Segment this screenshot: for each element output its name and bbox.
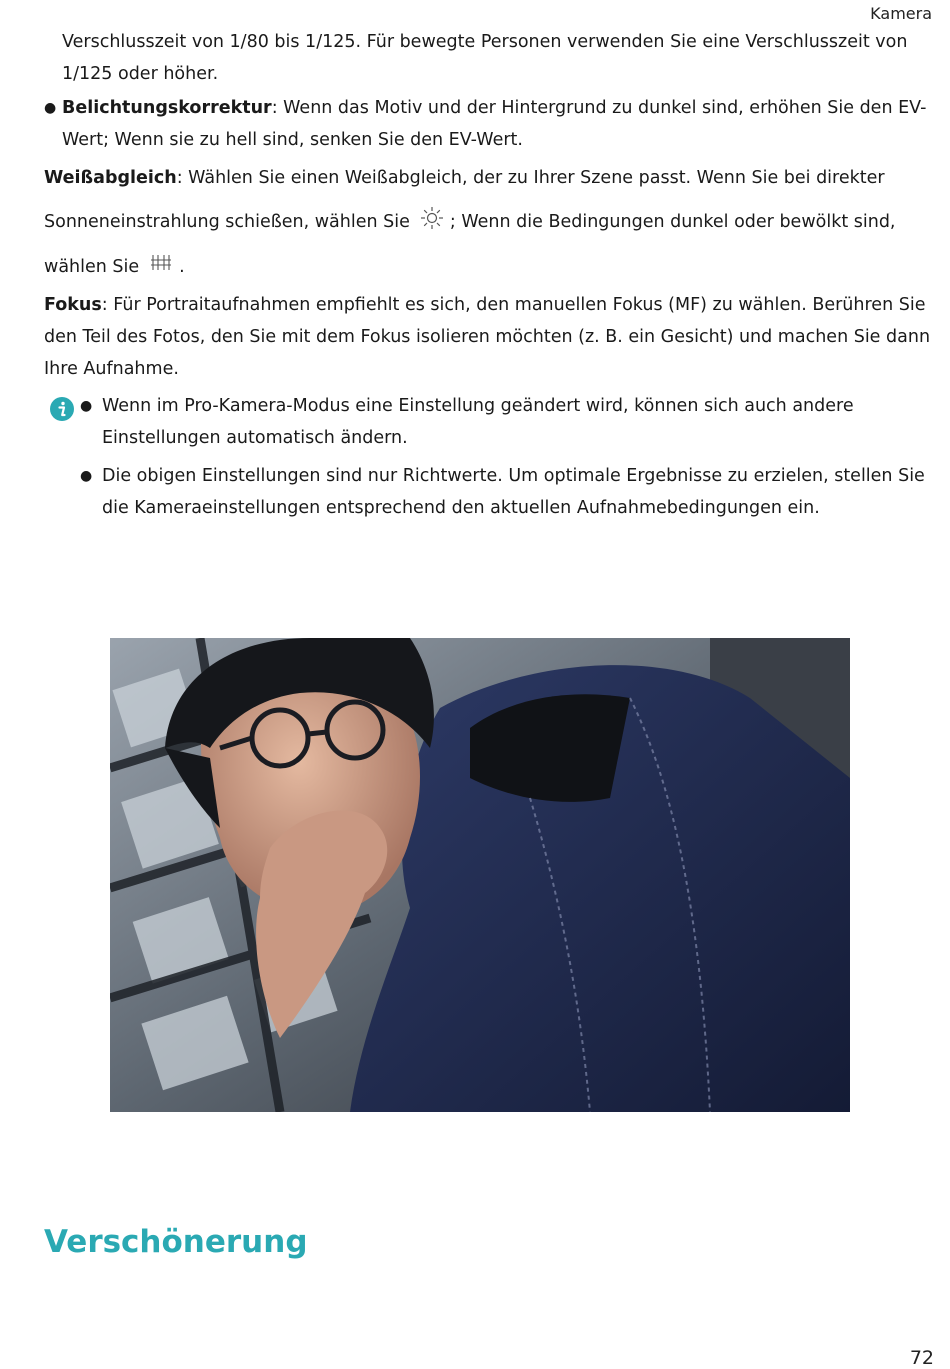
whitebalance-text-2a: Sonneneinstrahlung schießen, wählen Sie: [44, 212, 410, 232]
focus-text-1: : Für Portraitaufnahmen empfiehlt es sich, den manuellen Fokus (MF) zu wählen. Berühren Sie: [101, 295, 926, 315]
note-2-line-2: die Kameraeinstellungen entsprechend den aktuellen Aufnahmebedingungen ein.: [102, 498, 820, 518]
header-section-title: Kamera: [870, 4, 932, 23]
note-1-line-2: Einstellungen automatisch ändern.: [102, 428, 408, 448]
section-title: Verschönerung: [44, 1224, 308, 1260]
note-bullet-icon: ●: [80, 398, 93, 414]
shutter-line-1: Verschlusszeit von 1/80 bis 1/125. Für bewegte Personen verwenden Sie eine Verschlusszeit von: [62, 32, 908, 52]
whitebalance-text-1: : Wählen Sie einen Weißabgleich, der zu Ihrer Szene passt. Wenn Sie bei direkter: [176, 168, 885, 188]
exposure-line-2: Wert; Wenn sie zu hell sind, senken Sie den EV-Wert.: [62, 130, 523, 150]
whitebalance-text-3a: wählen Sie: [44, 257, 140, 277]
whitebalance-text-3b: .: [179, 257, 185, 277]
focus-line-1: [44, 289, 925, 321]
exposure-text-1: : Wenn das Motiv und der Hintergrund zu dunkel sind, erhöhen Sie den EV-: [271, 98, 927, 118]
whitebalance-line-1: [44, 162, 885, 194]
page-number: 72: [909, 1347, 934, 1369]
info-icon: [49, 396, 75, 426]
whitebalance-line-2: [44, 206, 896, 241]
whitebalance-line-3: [44, 251, 185, 286]
note-2-line-1: Die obigen Einstellungen sind nur Richtwerte. Um optimale Ergebnisse zu erzielen, stellen Sie: [102, 466, 925, 486]
exposure-line-1: [62, 92, 926, 124]
fluorescent-icon: [149, 251, 173, 286]
note-1-line-1: Wenn im Pro-Kamera-Modus eine Einstellung geändert wird, können sich auch andere: [102, 396, 854, 416]
note-bullet-icon: ●: [80, 468, 93, 484]
exposure-term: Belichtungskorrektur: [62, 98, 272, 118]
whitebalance-text-2b: ; Wenn die Bedingungen dunkel oder bewölkt sind,: [449, 212, 896, 232]
focus-term: Fokus: [44, 295, 102, 315]
sun-icon: [420, 206, 444, 241]
portrait-photo: [110, 638, 850, 1112]
focus-line-3: Ihre Aufnahme.: [44, 359, 179, 379]
shutter-line-2: 1/125 oder höher.: [62, 64, 219, 84]
focus-line-2: den Teil des Fotos, den Sie mit dem Fokus isolieren möchten (z. B. ein Gesicht) und machen Sie dann: [44, 327, 931, 347]
whitebalance-term: Weißabgleich: [44, 168, 177, 188]
bullet-icon: ●: [44, 100, 57, 116]
